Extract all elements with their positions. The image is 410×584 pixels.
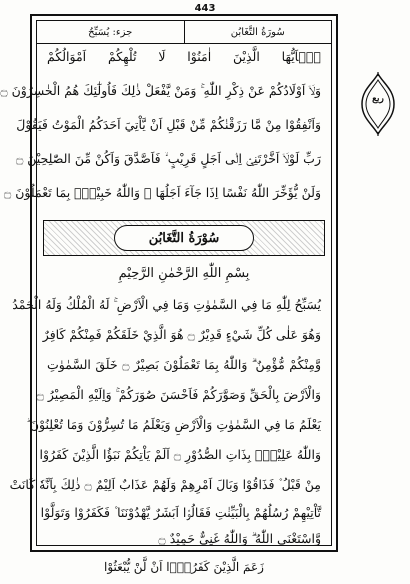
text-line: وَاَنْفِقُوْا مِنْ مَّا رَزَقْنٰكُمْ مِّنْ قَبْلِ اَنْ يَّاْتِيَ اَحَدَكُمُ الْمَوْتُ فَيَقُوْلَ bbox=[16, 117, 321, 132]
running-header bbox=[37, 21, 331, 44]
page-number: 443 bbox=[194, 3, 216, 14]
text-line: وَّمِنْكُمْ مُّؤْمِنٌ ۗ وَاللّٰهُ بِمَا تَعْمَلُوْنَ بَصِيْرٌ ۝ خَلَقَ السَّمٰوٰتِ bbox=[47, 357, 322, 372]
surah-title-banner bbox=[43, 220, 325, 256]
text-line: وَّاسْتَغْنَى اللّٰهُ ۗ وَاللّٰهُ غَنِيٌّ حَمِيْدٌ ۝ bbox=[158, 531, 321, 546]
text-line: يٰۤاَيُّهَا الَّذِيْنَ اٰمَنُوْا لَا تُلْهِكُمْ اَمْوَالُكُمْ bbox=[47, 49, 321, 64]
rub-marker-label: ربع bbox=[372, 94, 384, 104]
text-line: وَلَنْ يُّؤَخِّرَ اللّٰهُ نَفْسًا اِذَا جَآءَ اَجَلُهَا ۗ وَاللّٰهُ خَبِيْرٌۢ بِمَا تَعْمَلُوْنَ ۝ bbox=[3, 185, 321, 200]
rub-marker-icon bbox=[358, 72, 398, 136]
surah-title: سُوْرَةُ التَّغَابُن bbox=[114, 225, 254, 251]
text-line: يَعْلَمُ مَا فِي السَّمٰوٰتِ وَالْاَرْضِ وَيَعْلَمُ مَا تُسِرُّوْنَ وَمَا تُعْلِنُوْنَ ۗ bbox=[26, 417, 321, 432]
text-line: يُسَبِّحُ لِلّٰهِ مَا فِي السَّمٰوٰتِ وَمَا فِي الْاَرْضِ ۚ لَهُ الْمُلْكُ وَلَهُ الْحَمْدُ bbox=[12, 297, 321, 312]
text-line: وَالْاَرْضَ بِالْحَقِّ وَصَوَّرَكُمْ فَاَحْسَنَ صُوَرَكُمْ ۚ وَاِلَيْهِ الْمَصِيْرُ ۝ bbox=[36, 387, 321, 402]
text-line: وَلَاۤ اَوْلَادُكُمْ عَنْ ذِكْرِ اللّٰهِ ۚ وَمَنْ يَّفْعَلْ ذٰلِكَ فَاُولٰٓئِكَ هُمُ الْخٰسِرُوْنَ ۝ bbox=[0, 83, 321, 98]
header-divider bbox=[184, 21, 185, 43]
text-line: وَهُوَ عَلٰى كُلِّ شَيْءٍ قَدِيْرٌ ۝ هُوَ الَّذِيْ خَلَقَكُمْ فَمِنْكُمْ كَافِرٌ bbox=[42, 327, 321, 342]
text-line: رَبِّ لَوْلَاۤ اَخَّرْتَنِيْۤ اِلٰۤى اَجَلٍ قَرِيْبٍ ۙ فَاَصَّدَّقَ وَاَكُنْ مِّنَ الصّٰلِحِيْنَ ۝ bbox=[15, 151, 321, 166]
page-frame bbox=[0, 14, 338, 552]
text-line: وَاللّٰهُ عَلِيْمٌۢ بِذَاتِ الصُّدُوْرِ ۝ اَلَمْ يَاْتِكُمْ نَبَؤُا الَّذِيْنَ كَفَرُوْا bbox=[39, 447, 321, 462]
bismillah-line: بِسْمِ اللّٰهِ الرَّحْمٰنِ الرَّحِيْمِ bbox=[118, 266, 250, 281]
surah-name-header: سُورَةُ التَّغَابُن bbox=[230, 26, 285, 38]
text-line: مِنْ قَبْلُ ۫ فَذَاقُوْا وَبَالَ اَمْرِهِمْ وَلَهُمْ عَذَابٌ اَلِيْمٌ ۝ ذٰلِكَ بِاَنَّهٗ كَانَتْ bbox=[9, 477, 321, 492]
catchword: زَعَمَ الَّذِيْنَ كَفَرُوْۤا اَنْ لَّنْ يُّبْعَثُوْا bbox=[104, 560, 264, 574]
inner-frame bbox=[0, 20, 332, 546]
juz-name-header: جزء: يُسَبِّحُ bbox=[88, 26, 133, 38]
text-line: تَّاْتِيْهِمْ رُسُلُهُمْ بِالْبَيِّنٰتِ فَقَالُوْۤا اَبَشَرٌ يَّهْدُوْنَنَا ۫ فَكَفَرُوْا وَتَوَلَّوْا bbox=[40, 505, 321, 520]
